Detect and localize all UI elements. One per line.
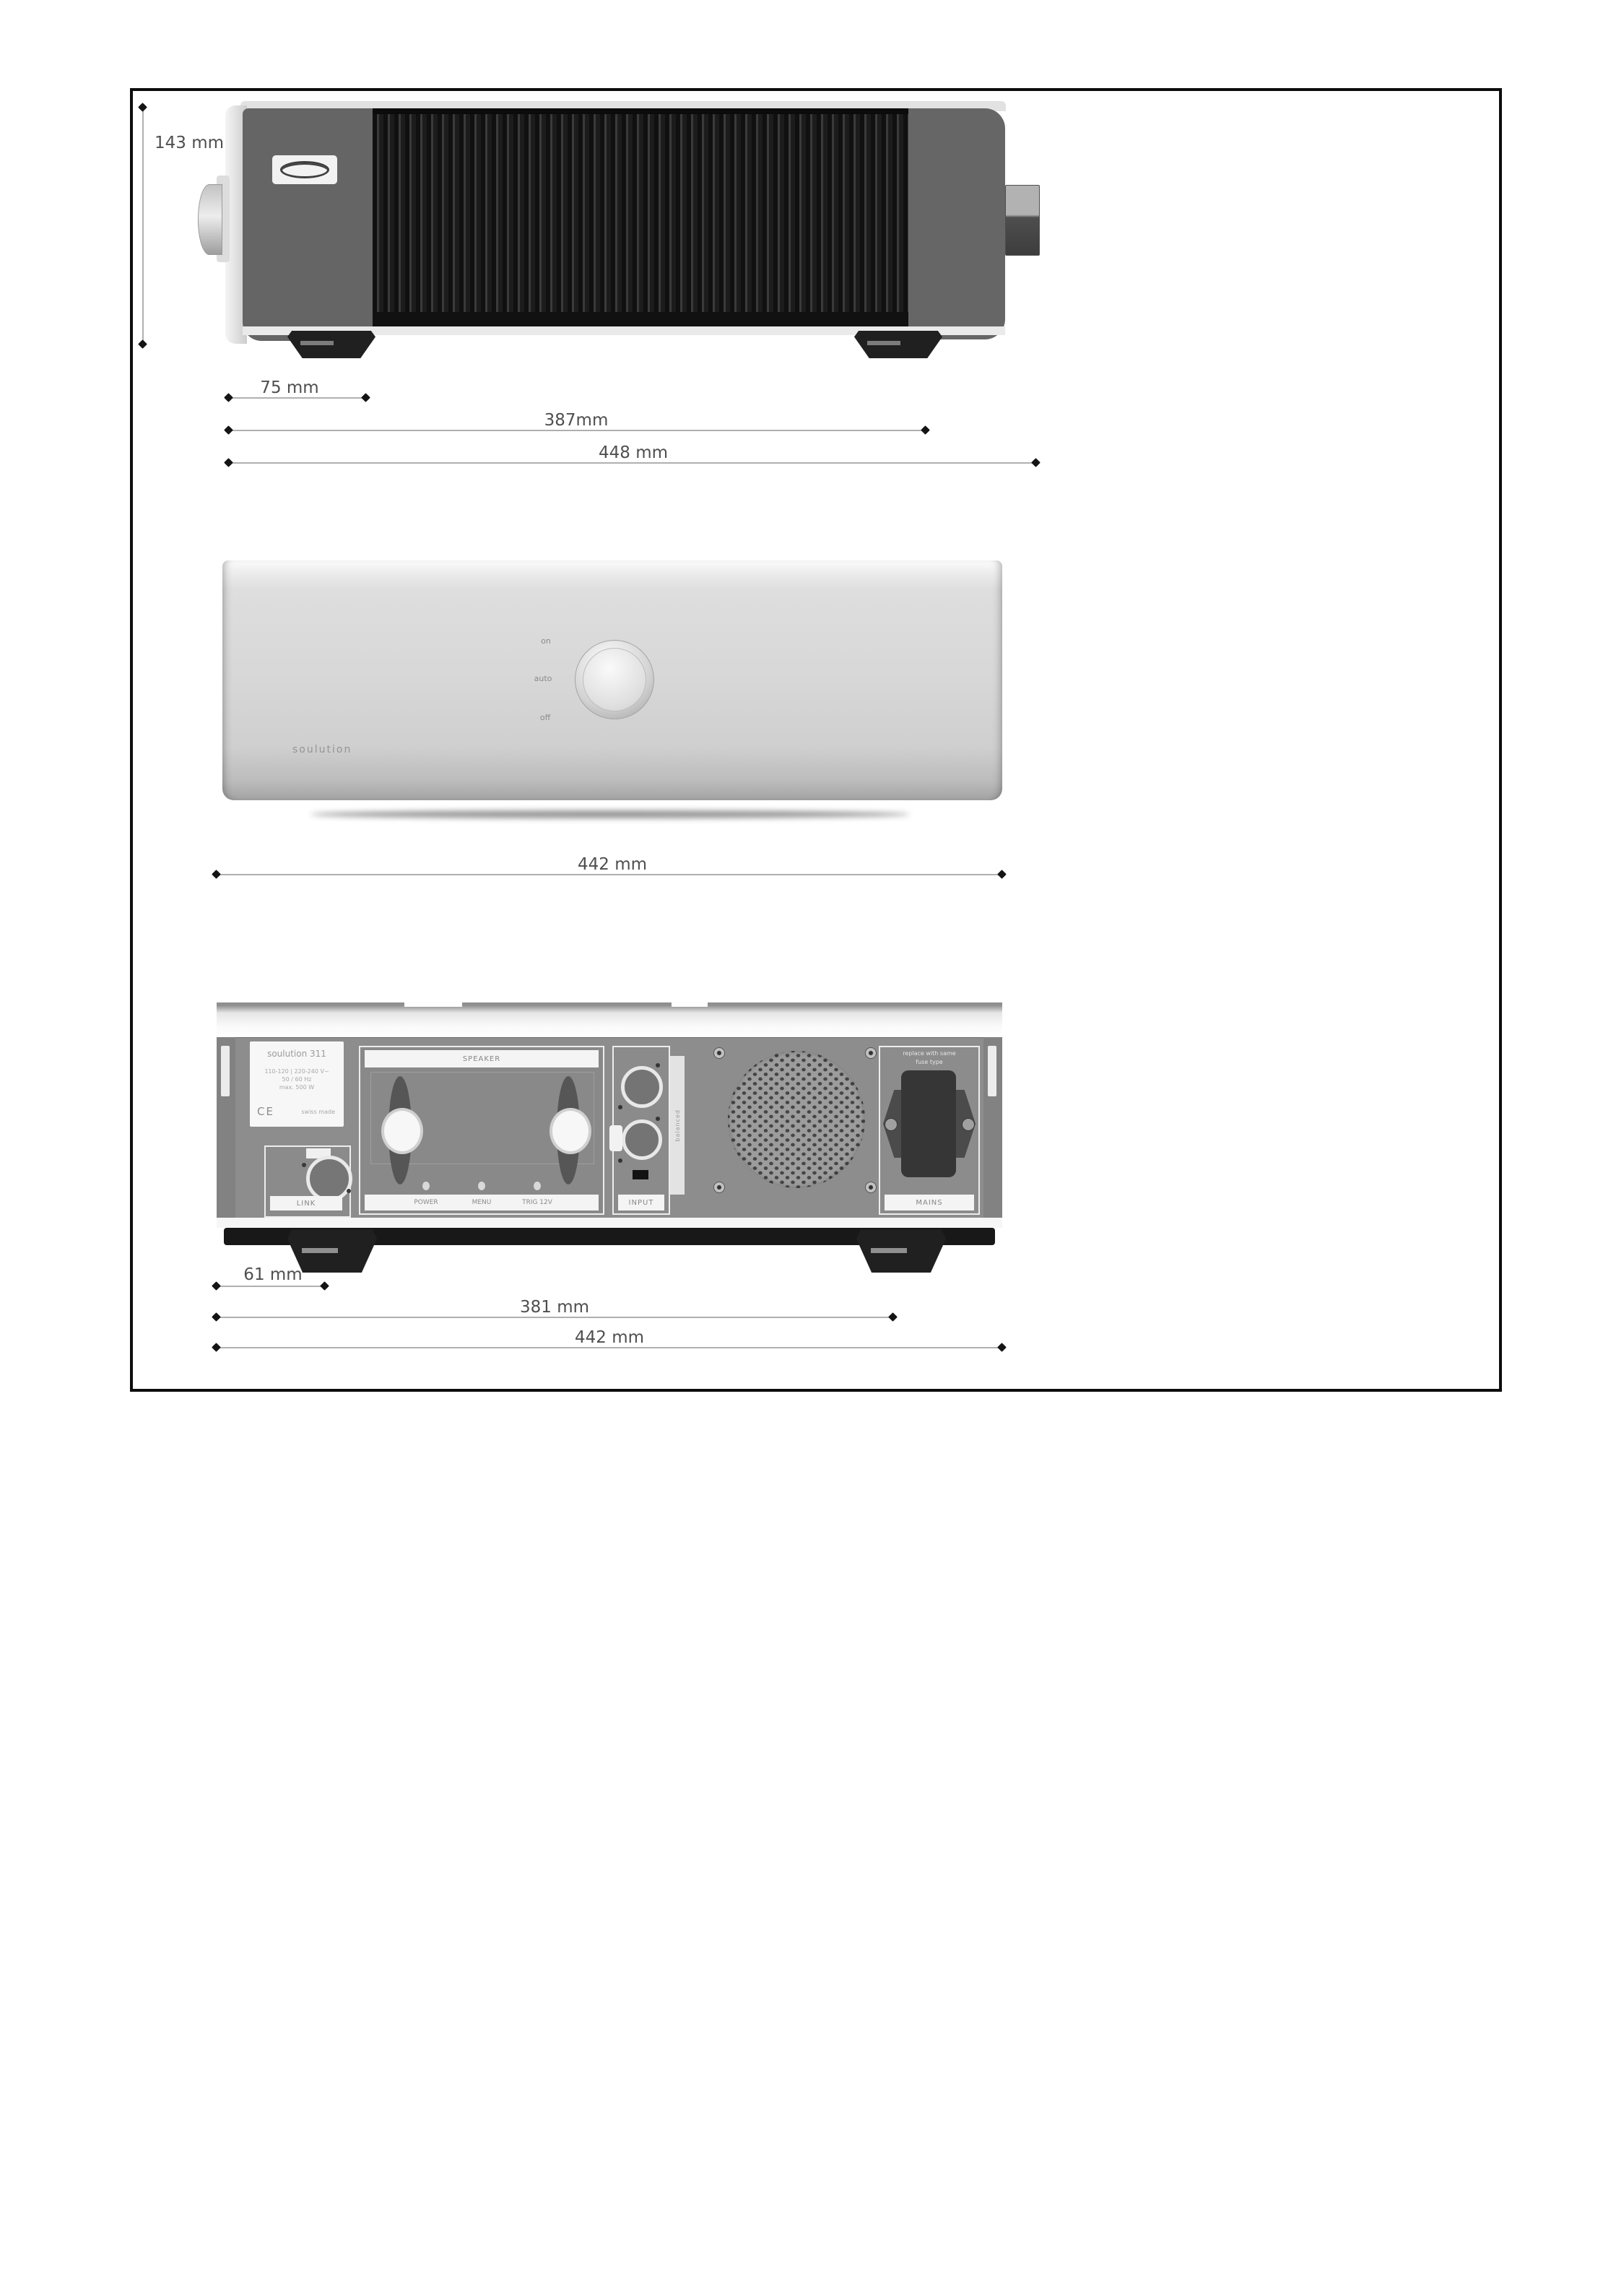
knob-label-on: on bbox=[541, 636, 551, 646]
power-knob bbox=[583, 648, 646, 711]
speaker-header-label: SPEAKER bbox=[462, 1054, 501, 1063]
dim-label-body-depth: 387mm bbox=[544, 411, 609, 430]
dim-line-total-depth bbox=[229, 462, 1036, 464]
dim-label-rear-width: 442 mm bbox=[574, 1328, 645, 1347]
mains-label: MAINS bbox=[916, 1198, 943, 1207]
foot-slit bbox=[300, 341, 334, 345]
rear-left-slot bbox=[221, 1046, 230, 1096]
xlr-screw bbox=[656, 1117, 660, 1121]
dim-label-front-width: 442 mm bbox=[577, 855, 648, 874]
brand-badge bbox=[272, 155, 337, 184]
dim-label-height: 143 mm bbox=[154, 134, 225, 152]
iec-socket bbox=[901, 1070, 956, 1177]
device-type-label bbox=[250, 1041, 344, 1127]
speaker-hole bbox=[534, 1182, 541, 1190]
dim-line-rear-foot bbox=[217, 1286, 325, 1287]
side-heatsink bbox=[373, 108, 908, 326]
device-label-line3: max. 500 W bbox=[279, 1084, 315, 1091]
knob-label-off: off bbox=[539, 713, 551, 722]
device-label-title: soulution 311 bbox=[267, 1049, 326, 1059]
input-section bbox=[612, 1046, 670, 1215]
front-shadow bbox=[310, 810, 910, 818]
side-foot-front bbox=[287, 331, 375, 358]
dim-label-rear-inner: 381 mm bbox=[519, 1298, 590, 1317]
rear-top-edge bbox=[217, 1002, 1002, 1037]
dim-line-front-depth bbox=[229, 397, 366, 399]
side-foot-rear bbox=[854, 331, 942, 358]
iec-screw bbox=[885, 1118, 898, 1131]
dim-line-rear-inner bbox=[217, 1317, 893, 1318]
input-vertical-label: balanced bbox=[674, 1109, 681, 1142]
fuse-note-line2: fuse type bbox=[916, 1059, 943, 1065]
speaker-post-right bbox=[549, 1108, 591, 1154]
xlr-screw bbox=[618, 1158, 622, 1163]
panel-screw bbox=[713, 1047, 725, 1059]
rear-foot-right bbox=[856, 1229, 946, 1273]
foot-slit bbox=[867, 341, 900, 345]
xlr-screw bbox=[618, 1105, 622, 1109]
speaker-label-menu: MENU bbox=[472, 1199, 492, 1206]
input-pushbutton bbox=[609, 1125, 622, 1151]
link-section bbox=[264, 1145, 351, 1218]
input-strip bbox=[618, 1195, 664, 1210]
knob-label-auto: auto bbox=[534, 674, 552, 683]
input-vertical-strip bbox=[670, 1056, 685, 1195]
dim-label-front-depth: 75 mm bbox=[260, 378, 319, 397]
dim-label-rear-foot: 61 mm bbox=[243, 1265, 303, 1284]
fuse-note-line1: replace with same bbox=[903, 1050, 956, 1057]
speaker-label-power: POWER bbox=[414, 1199, 438, 1206]
mains-strip bbox=[885, 1195, 974, 1210]
speaker-header bbox=[365, 1050, 599, 1067]
foot-slit bbox=[871, 1248, 907, 1253]
rear-top-slot bbox=[404, 1002, 462, 1007]
link-label: LINK bbox=[296, 1199, 316, 1208]
dim-line-front-width bbox=[217, 874, 1002, 875]
side-rear-block bbox=[908, 108, 1005, 339]
device-label-note: swiss made bbox=[301, 1109, 335, 1115]
link-screw bbox=[302, 1163, 306, 1167]
speaker-hole bbox=[478, 1182, 485, 1190]
speaker-label-trigger: TRIG 12V bbox=[522, 1199, 552, 1206]
xlr-screw bbox=[656, 1063, 660, 1067]
rear-right-slot bbox=[988, 1046, 996, 1096]
speaker-post-left bbox=[381, 1108, 423, 1154]
panel-screw bbox=[713, 1182, 725, 1193]
dim-line-height bbox=[142, 108, 144, 344]
rear-top-slot bbox=[672, 1002, 708, 1007]
ce-mark: CE bbox=[257, 1105, 274, 1118]
link-strip bbox=[270, 1196, 342, 1210]
link-screw bbox=[347, 1189, 351, 1193]
input-label: INPUT bbox=[628, 1198, 654, 1207]
speaker-section bbox=[359, 1046, 604, 1215]
dim-line-rear-width bbox=[217, 1347, 1002, 1348]
side-mains-connector bbox=[1005, 185, 1040, 256]
fan-grille bbox=[728, 1051, 865, 1188]
foot-slit bbox=[302, 1248, 338, 1253]
dim-line-body-depth bbox=[229, 430, 926, 431]
xlr-connector-bottom bbox=[622, 1119, 662, 1160]
device-label-line2: 50 / 60 Hz bbox=[282, 1076, 312, 1083]
dim-label-total-depth: 448 mm bbox=[598, 443, 669, 462]
link-connector bbox=[306, 1156, 352, 1202]
front-brand-text: soulution bbox=[292, 744, 352, 755]
side-knob bbox=[198, 184, 222, 255]
iec-screw bbox=[962, 1118, 975, 1131]
device-label-line1: 110-120 | 220-240 V~ bbox=[264, 1068, 329, 1075]
panel-screw bbox=[865, 1047, 877, 1059]
rear-bottom-white bbox=[217, 1218, 1002, 1228]
input-toggle bbox=[633, 1170, 648, 1179]
speaker-hole bbox=[422, 1182, 430, 1190]
panel-screw bbox=[865, 1182, 877, 1193]
mains-section bbox=[879, 1046, 980, 1215]
side-front-block bbox=[243, 108, 373, 341]
lens-logo-icon bbox=[280, 161, 329, 178]
xlr-connector-top bbox=[621, 1066, 663, 1108]
